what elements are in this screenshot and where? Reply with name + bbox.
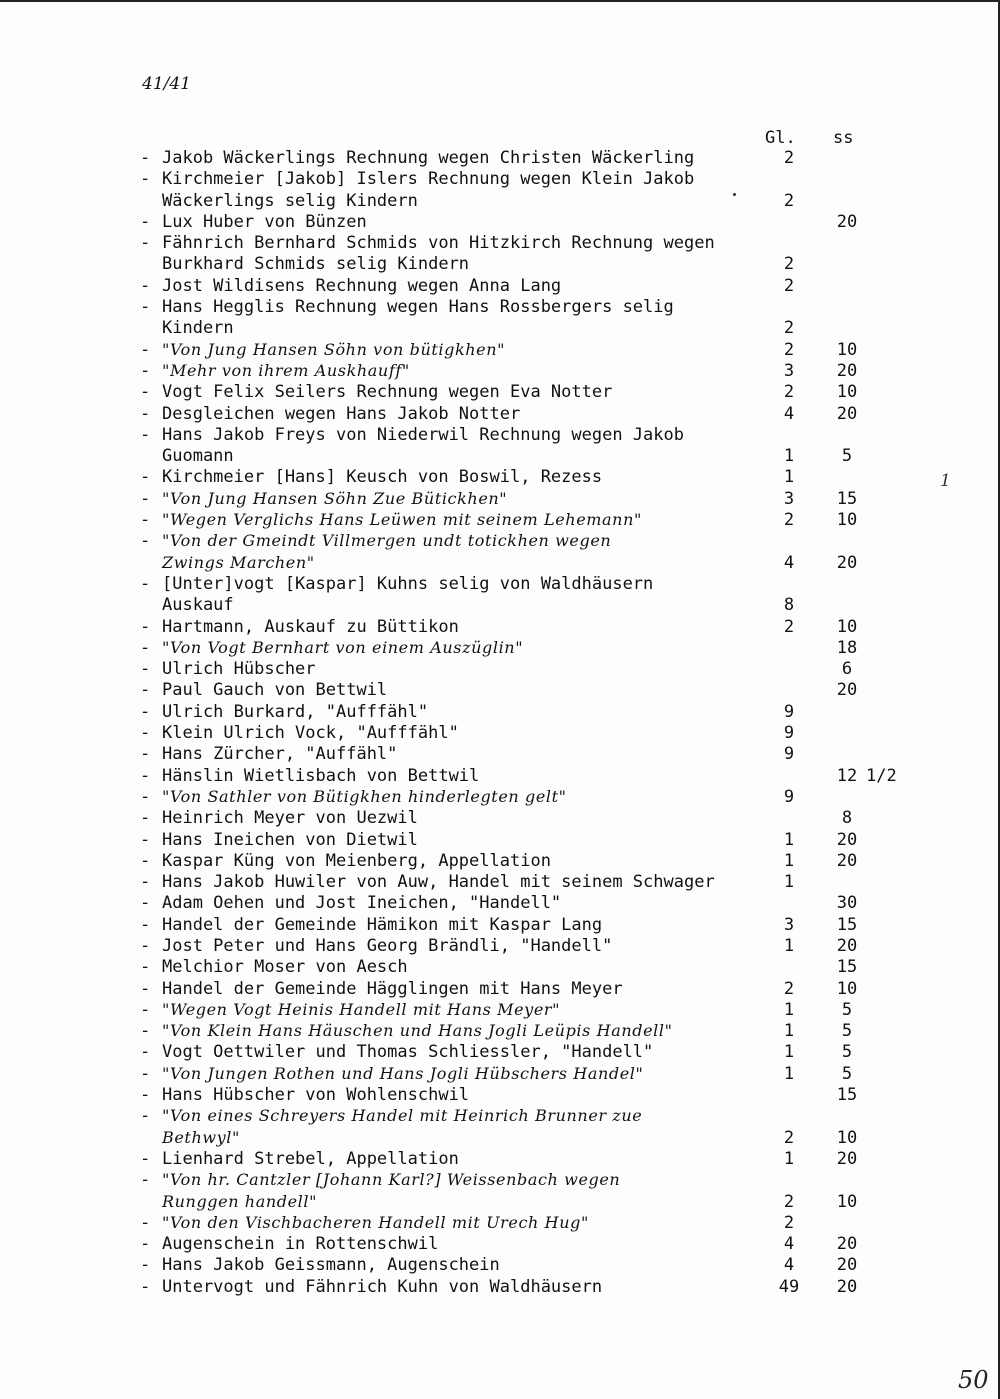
entry-line <box>140 510 940 531</box>
amount-ss: 10 <box>836 510 858 531</box>
amount-gl: 9 <box>783 744 795 765</box>
amount-gl: 2 <box>783 1127 795 1148</box>
amount-gl: 1 <box>783 872 795 893</box>
entry-text: Klein Ulrich Vock, "Aufffähl" <box>162 723 459 744</box>
amount-gl: 2 <box>783 1191 795 1212</box>
amount-ss: 20 <box>836 1276 858 1297</box>
amount-gl: 2 <box>783 616 795 637</box>
entry-line <box>140 1277 940 1298</box>
amount-gl: 2 <box>783 978 795 999</box>
amount-ss: 5 <box>841 1021 853 1042</box>
entry-dash: - <box>140 914 151 935</box>
entry-dash: - <box>140 1255 151 1276</box>
entry-dash: - <box>140 1170 151 1191</box>
entry-text: "Von Jung Hansen Söhn von bütigkhen" <box>162 339 506 359</box>
entry-text: Kindern <box>162 318 234 339</box>
entry-line <box>140 1000 940 1021</box>
amount-gl: 1 <box>783 1148 795 1169</box>
entry-text: Untervogt und Fähnrich Kuhn von Waldhäusern <box>162 1276 603 1297</box>
entry-text: "Wegen Verglichs Hans Leüwen mit seinem Lehemann" <box>162 510 642 530</box>
entry-text: Hänslin Wietlisbach von Bettwil <box>162 765 480 786</box>
amount-gl: 1 <box>783 850 795 871</box>
entry-dash: - <box>140 488 151 509</box>
column-header-ss: ss <box>833 128 854 148</box>
amount-gl: 1 <box>783 1021 795 1042</box>
entry-line <box>140 638 940 659</box>
entry-line <box>140 1192 940 1213</box>
amount-gl: 1 <box>783 829 795 850</box>
amount-gl: 4 <box>783 552 795 573</box>
entry-dash: - <box>140 829 151 850</box>
amount-ss: 6 <box>841 659 853 680</box>
entry-text: Bethwyl" <box>162 1127 240 1147</box>
entry-line <box>140 808 940 829</box>
amount-gl: 3 <box>783 914 795 935</box>
entry-dash: - <box>140 616 151 637</box>
amount-gl: 1 <box>783 935 795 956</box>
entry-text: Hans Jakob Freys von Niederwil Rechnung wegen Jakob <box>162 424 684 445</box>
amount-gl: 2 <box>783 190 795 211</box>
amount-ss: 8 <box>841 808 853 829</box>
entry-dash: - <box>140 808 151 829</box>
entry-dash: - <box>140 999 151 1020</box>
entry-dash: - <box>140 1234 151 1255</box>
amount-ss: 20 <box>836 552 858 573</box>
amount-ss: 5 <box>841 1063 853 1084</box>
entry-text: Auskauf <box>162 595 234 616</box>
entry-dash: - <box>140 360 151 381</box>
entry-text: "Von Jung Hansen Söhn Zue Bütickhen" <box>162 488 508 508</box>
amount-gl: 2 <box>783 339 795 360</box>
entry-dash: - <box>140 893 151 914</box>
amount-gl: 1 <box>783 467 795 488</box>
entry-dash: - <box>140 850 151 871</box>
entry-text: Handel der Gemeinde Hägglingen mit Hans Meyer <box>162 978 623 999</box>
amount-gl: 9 <box>783 723 795 744</box>
entry-text: Lux Huber von Bünzen <box>162 211 367 232</box>
amount-gl: 2 <box>783 382 795 403</box>
amount-gl: 4 <box>783 403 795 424</box>
entry-text: Adam Oehen und Jost Ineichen, "Handell" <box>162 893 562 914</box>
entry-dash: - <box>140 701 151 722</box>
entry-dash: - <box>140 1276 151 1297</box>
entry-text: "Von hr. Cantzler [Johann Karl?] Weissenbach wegen <box>162 1170 621 1190</box>
entry-line <box>140 1106 940 1127</box>
entry-line <box>140 787 940 808</box>
entry-line <box>140 915 940 936</box>
entry-dash: - <box>140 1106 151 1127</box>
entry-line <box>140 404 940 425</box>
entry-text: Zwings Marchen" <box>162 552 315 572</box>
amount-ss: 20 <box>836 403 858 424</box>
entry-line <box>140 148 940 169</box>
amount-fraction: 1/2 <box>866 765 897 786</box>
margin-mark: 1 <box>940 471 951 491</box>
entry-dash: - <box>140 1212 151 1233</box>
entry-text: "Von Klein Hans Häuschen und Hans Jogli Leüpis Handell" <box>162 1021 673 1041</box>
amount-gl: 2 <box>783 148 795 168</box>
entry-dash: - <box>140 297 151 318</box>
entry-dash: - <box>140 723 151 744</box>
entry-line <box>140 723 940 744</box>
amount-ss: 20 <box>836 680 858 701</box>
entry-text: Desgleichen wegen Hans Jakob Notter <box>162 403 521 424</box>
entry-text: "Von eines Schreyers Handel mit Heinrich Brunner zue <box>162 1106 643 1126</box>
ink-speck <box>733 193 736 196</box>
entry-text: Wäckerlings selig Kindern <box>162 190 418 211</box>
entry-line <box>140 1149 940 1170</box>
entry-line <box>140 1064 940 1085</box>
entry-dash: - <box>140 467 151 488</box>
entry-line <box>140 830 940 851</box>
amount-gl: 2 <box>783 275 795 296</box>
amount-gl: 9 <box>783 786 795 807</box>
entry-line <box>140 276 940 297</box>
amount-ss: 10 <box>836 616 858 637</box>
entry-dash: - <box>140 382 151 403</box>
entry-text: "Von Vogt Bernhart von einem Auszüglin" <box>162 637 524 657</box>
entry-text: "Von Sathler von Bütigkhen hinderlegten gelt" <box>162 786 567 806</box>
entry-dash: - <box>140 211 151 232</box>
page-edge-top <box>0 0 1000 2</box>
amount-ss: 15 <box>836 488 858 509</box>
amount-ss: 5 <box>841 999 853 1020</box>
entry-text: Kirchmeier [Jakob] Islers Rechnung wegen Klein Jakob <box>162 169 695 190</box>
entry-line <box>140 936 940 957</box>
amount-gl: 2 <box>783 318 795 339</box>
entry-line <box>140 1213 940 1234</box>
entry-line <box>140 1170 940 1191</box>
entry-text: Melchior Moser von Aesch <box>162 957 408 978</box>
entry-dash: - <box>140 1042 151 1063</box>
entry-line <box>140 1128 940 1149</box>
amount-ss: 20 <box>836 935 858 956</box>
amount-ss: 10 <box>836 978 858 999</box>
entry-text: Jakob Wäckerlings Rechnung wegen Christen Wäckerling <box>162 148 695 168</box>
entry-line <box>140 1234 940 1255</box>
entry-text: "Wegen Vogt Heinis Handell mit Hans Meyer" <box>162 999 561 1019</box>
entry-text: Fähnrich Bernhard Schmids von Hitzkirch Rechnung wegen <box>162 233 715 254</box>
entry-dash: - <box>140 573 151 594</box>
amount-gl: 2 <box>783 254 795 275</box>
entry-text: Lienhard Strebel, Appellation <box>162 1148 459 1169</box>
entry-line <box>140 297 940 318</box>
entry-dash: - <box>140 169 151 190</box>
entry-line <box>140 680 940 701</box>
amount-ss: 10 <box>836 1127 858 1148</box>
entry-line <box>140 872 940 893</box>
entry-line <box>140 169 940 190</box>
column-header-gl: Gl. <box>765 128 796 148</box>
amount-ss: 20 <box>836 850 858 871</box>
entry-text: Hans Jakob Geissmann, Augenschein <box>162 1255 500 1276</box>
entry-line <box>140 617 940 638</box>
entry-dash: - <box>140 1021 151 1042</box>
entry-dash: - <box>140 531 151 552</box>
amount-ss: 15 <box>836 914 858 935</box>
entry-dash: - <box>140 786 151 807</box>
entry-dash: - <box>140 978 151 999</box>
entry-line <box>140 1021 940 1042</box>
entry-text: Vogt Felix Seilers Rechnung wegen Eva Notter <box>162 382 613 403</box>
amount-ss: 30 <box>836 893 858 914</box>
entry-dash: - <box>140 637 151 658</box>
entry-text: Heinrich Meyer von Uezwil <box>162 808 418 829</box>
entry-line <box>140 744 940 765</box>
amount-ss: 20 <box>836 1255 858 1276</box>
amount-gl: 2 <box>783 1212 795 1233</box>
entry-dash: - <box>140 1085 151 1106</box>
entry-line <box>140 574 940 595</box>
entry-list <box>140 148 940 1298</box>
entry-text: Hartmann, Auskauf zu Büttikon <box>162 616 459 637</box>
entry-text: Augenschein in Rottenschwil <box>162 1234 439 1255</box>
entry-line <box>140 1042 940 1063</box>
entry-line <box>140 254 940 275</box>
amount-ss: 20 <box>836 211 858 232</box>
amount-gl: 2 <box>783 510 795 531</box>
entry-line <box>140 957 940 978</box>
entry-line <box>140 212 940 233</box>
page-stamp: 50 <box>958 1366 989 1394</box>
amount-ss: 20 <box>836 360 858 381</box>
amount-gl: 1 <box>783 1063 795 1084</box>
amount-ss: 20 <box>836 829 858 850</box>
amount-ss: 10 <box>836 1191 858 1212</box>
entry-line <box>140 553 940 574</box>
entry-text: "Von den Vischbacheren Handell mit Urech Hug" <box>162 1212 589 1232</box>
entry-dash: - <box>140 957 151 978</box>
entry-text: Guomann <box>162 446 234 467</box>
amount-gl: 1 <box>783 999 795 1020</box>
amount-ss: 20 <box>836 1234 858 1255</box>
amount-gl: 4 <box>783 1255 795 1276</box>
entry-dash: - <box>140 659 151 680</box>
entry-line <box>140 1255 940 1276</box>
entry-dash: - <box>140 1063 151 1084</box>
entry-line <box>140 702 940 723</box>
entry-line <box>140 659 940 680</box>
entry-text: Kaspar Küng von Meienberg, Appellation <box>162 850 551 871</box>
amount-gl: 1 <box>783 446 795 467</box>
entry-line <box>140 893 940 914</box>
entry-line <box>140 851 940 872</box>
entry-text: Vogt Oettwiler und Thomas Schliessler, "Handell" <box>162 1042 654 1063</box>
entry-line <box>140 1085 940 1106</box>
amount-gl: 3 <box>783 360 795 381</box>
entry-dash: - <box>140 1148 151 1169</box>
entry-line <box>140 382 940 403</box>
entry-line <box>140 191 940 212</box>
entry-text: Kirchmeier [Hans] Keusch von Boswil, Rezess <box>162 467 603 488</box>
entry-line <box>140 318 940 339</box>
entry-text: "Mehr von ihrem Auskhauff" <box>162 360 410 380</box>
entry-line <box>140 340 940 361</box>
entry-dash: - <box>140 148 151 168</box>
entry-text: Hans Hübscher von Wohlenschwil <box>162 1085 470 1106</box>
entry-dash: - <box>140 935 151 956</box>
amount-ss: 10 <box>836 382 858 403</box>
entry-text: Hans Hegglis Rechnung wegen Hans Rossbergers selig <box>162 297 674 318</box>
entry-dash: - <box>140 424 151 445</box>
entry-text: Ulrich Burkard, "Aufffähl" <box>162 701 429 722</box>
amount-ss: 18 <box>836 637 858 658</box>
entry-dash: - <box>140 233 151 254</box>
entry-text: Jost Peter und Hans Georg Brändli, "Handell" <box>162 935 613 956</box>
entry-dash: - <box>140 765 151 786</box>
entry-dash: - <box>140 680 151 701</box>
amount-gl: 9 <box>783 701 795 722</box>
amount-ss: 10 <box>836 339 858 360</box>
entry-line <box>140 979 940 1000</box>
entry-text: Burkhard Schmids selig Kindern <box>162 254 470 275</box>
amount-ss: 15 <box>836 1085 858 1106</box>
entry-line <box>140 233 940 254</box>
entry-line <box>140 446 940 467</box>
entry-line <box>140 595 940 616</box>
entry-text: Hans Zürcher, "Auffähl" <box>162 744 398 765</box>
page-number: 41/41 <box>142 74 191 94</box>
entry-dash: - <box>140 275 151 296</box>
entry-line <box>140 766 940 787</box>
entry-line <box>140 467 940 488</box>
amount-gl: 8 <box>783 595 795 616</box>
amount-ss: 15 <box>836 957 858 978</box>
amount-ss: 5 <box>841 1042 853 1063</box>
entry-text: Paul Gauch von Bettwil <box>162 680 388 701</box>
entry-text: "Von der Gmeindt Villmergen undt totickhen wegen <box>162 531 612 551</box>
entry-dash: - <box>140 872 151 893</box>
entry-line <box>140 361 940 382</box>
entry-text: Runggen handell" <box>162 1191 318 1211</box>
entry-dash: - <box>140 403 151 424</box>
entry-text: [Unter]vogt [Kaspar] Kuhns selig von Waldhäusern <box>162 573 654 594</box>
amount-ss: 12 <box>836 765 858 786</box>
entry-text: Hans Jakob Huwiler von Auw, Handel mit seinem Schwager <box>162 872 715 893</box>
entry-line <box>140 425 940 446</box>
entry-dash: - <box>140 510 151 531</box>
amount-gl: 4 <box>783 1234 795 1255</box>
amount-ss: 20 <box>836 1148 858 1169</box>
entry-text: "Von Jungen Rothen und Hans Jogli Hübschers Handel" <box>162 1063 644 1083</box>
entry-text: Ulrich Hübscher <box>162 659 316 680</box>
entry-dash: - <box>140 744 151 765</box>
amount-gl: 49 <box>778 1276 800 1297</box>
entry-line <box>140 531 940 552</box>
amount-ss: 5 <box>841 446 853 467</box>
entry-text: Hans Ineichen von Dietwil <box>162 829 418 850</box>
entry-dash: - <box>140 339 151 360</box>
entry-text: Handel der Gemeinde Hämikon mit Kaspar Lang <box>162 914 603 935</box>
entry-line <box>140 489 940 510</box>
amount-gl: 1 <box>783 1042 795 1063</box>
amount-gl: 3 <box>783 488 795 509</box>
entry-text: Jost Wildisens Rechnung wegen Anna Lang <box>162 275 562 296</box>
